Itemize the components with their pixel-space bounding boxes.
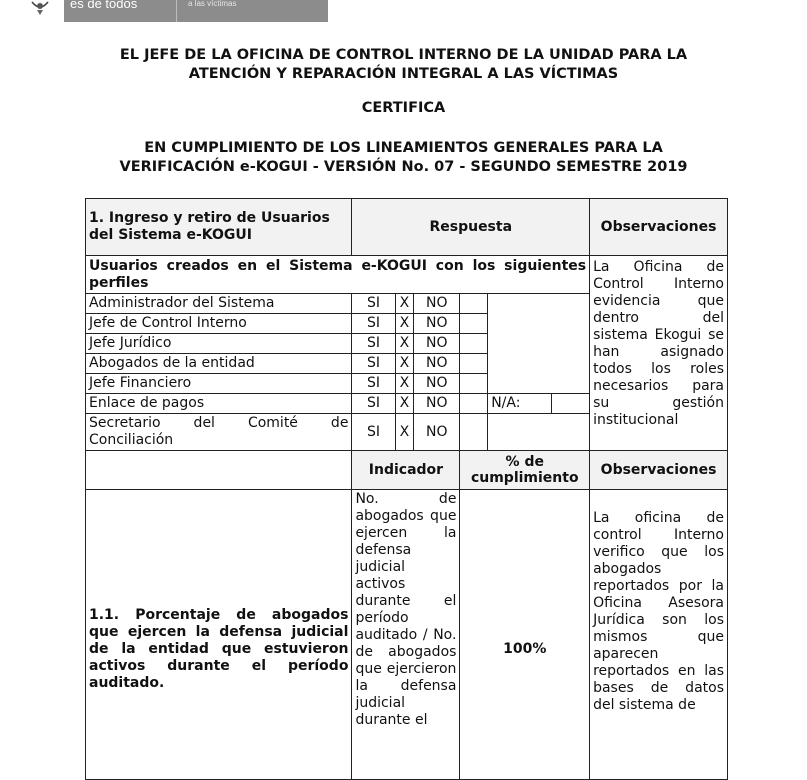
profile-label: Jefe Financiero bbox=[86, 374, 352, 394]
users-observation: La Oficina de Control Interno evidencia que dentro del sistema Ekogui se han asignado todos los roles necesarios para su gestión institucional bbox=[590, 256, 728, 451]
certification-table bbox=[85, 198, 728, 780]
observaciones-header-2: Observaciones bbox=[590, 451, 728, 490]
si-label: SI bbox=[352, 414, 395, 451]
brand-unit-text: a las víctimas bbox=[188, 0, 237, 8]
no-label: NO bbox=[414, 354, 460, 374]
document-subheading bbox=[0, 139, 807, 177]
brand-banner bbox=[64, 0, 328, 22]
answer-mark: X bbox=[395, 334, 414, 354]
empty-cell bbox=[460, 314, 488, 334]
cumplimiento-header: % de cumplimiento bbox=[460, 451, 590, 490]
indicador-header: Indicador bbox=[352, 451, 460, 490]
answer-mark: X bbox=[395, 294, 414, 314]
na-value-cell bbox=[551, 394, 589, 414]
no-label: NO bbox=[414, 374, 460, 394]
answer-mark: X bbox=[395, 414, 414, 451]
profile-label: Enlace de pagos bbox=[86, 394, 352, 414]
profile-label: Administrador del Sistema bbox=[86, 294, 352, 314]
users-heading-row bbox=[86, 256, 728, 294]
empty-cell bbox=[460, 334, 488, 354]
heading-line-2: ATENCIÓN Y REPARACIÓN INTEGRAL A LAS VÍCTIMAS bbox=[188, 66, 619, 82]
profile-label: Jefe de Control Interno bbox=[86, 314, 352, 334]
subheading-line-1: EN CUMPLIMIENTO DE LOS LINEAMIENTOS GENERALES PARA LA bbox=[144, 140, 663, 156]
no-label: NO bbox=[414, 394, 460, 414]
answer-mark: X bbox=[395, 314, 414, 334]
no-label: NO bbox=[414, 414, 460, 451]
item-1-1-value: 100% bbox=[460, 490, 590, 780]
observaciones-header: Observaciones bbox=[590, 199, 728, 256]
empty-cell bbox=[460, 354, 488, 374]
respuesta-header: Respuesta bbox=[352, 199, 590, 256]
certifica-heading: CERTIFICA bbox=[361, 100, 446, 116]
users-heading: Usuarios creados en el Sistema e-KOGUI con los siguientes perfiles bbox=[86, 256, 590, 294]
answer-mark: X bbox=[395, 394, 414, 414]
si-label: SI bbox=[352, 374, 395, 394]
no-label: NO bbox=[414, 334, 460, 354]
si-label: SI bbox=[352, 314, 395, 334]
profile-label: Secretario del Comité de Conciliación bbox=[86, 414, 352, 451]
profile-label: Abogados de la entidad bbox=[86, 354, 352, 374]
item-1-1-observation: La oficina de control Interno verifico que los abogados reportados por la Oficina Asesora Jurídica son los mismos que aparecen reportados en las bases de datos del sistema de bbox=[590, 490, 728, 780]
item-1-1-indicator: No. de abogados que ejercen la defensa judicial activos durante el período auditado / No. de abogados que ejercieron la defensa judicial durante el bbox=[352, 490, 460, 780]
answer-mark: X bbox=[395, 354, 414, 374]
no-label: NO bbox=[414, 294, 460, 314]
indicator-header-row bbox=[86, 451, 728, 490]
empty-cell bbox=[460, 294, 488, 314]
section-header-row bbox=[86, 199, 728, 256]
empty-cell bbox=[460, 374, 488, 394]
si-label: SI bbox=[352, 294, 395, 314]
answer-mark: X bbox=[395, 374, 414, 394]
brand-divider bbox=[176, 0, 177, 22]
empty-cell bbox=[460, 414, 488, 451]
profile-label: Jefe Jurídico bbox=[86, 334, 352, 354]
empty-cell bbox=[86, 451, 352, 490]
empty-cell bbox=[460, 394, 488, 414]
item-1-1-title: 1.1. Porcentaje de abogados que ejercen la defensa judicial de la entidad que estuvieron activos durante el período auditado. bbox=[86, 490, 352, 780]
document-heading bbox=[0, 46, 807, 84]
si-label: SI bbox=[352, 394, 395, 414]
si-label: SI bbox=[352, 354, 395, 374]
heading-line-1: EL JEFE DE LA OFICINA DE CONTROL INTERNO DE LA UNIDAD PARA LA bbox=[119, 47, 688, 63]
subheading-line-2: VERIFICACIÓN e-KOGUI - VERSIÓN No. 07 - SEGUNDO SEMESTRE 2019 bbox=[119, 159, 688, 175]
section-title: 1. Ingreso y retiro de Usuarios del Sistema e-KOGUI bbox=[86, 199, 352, 256]
no-label: NO bbox=[414, 314, 460, 334]
item-1-1-row bbox=[86, 490, 728, 780]
empty-cell bbox=[488, 414, 590, 451]
na-label: N/A: bbox=[488, 394, 552, 414]
brand-government-text: es de todos bbox=[70, 0, 138, 11]
si-label: SI bbox=[352, 334, 395, 354]
coat-of-arms-icon bbox=[18, 0, 62, 16]
empty-cell bbox=[488, 294, 590, 394]
